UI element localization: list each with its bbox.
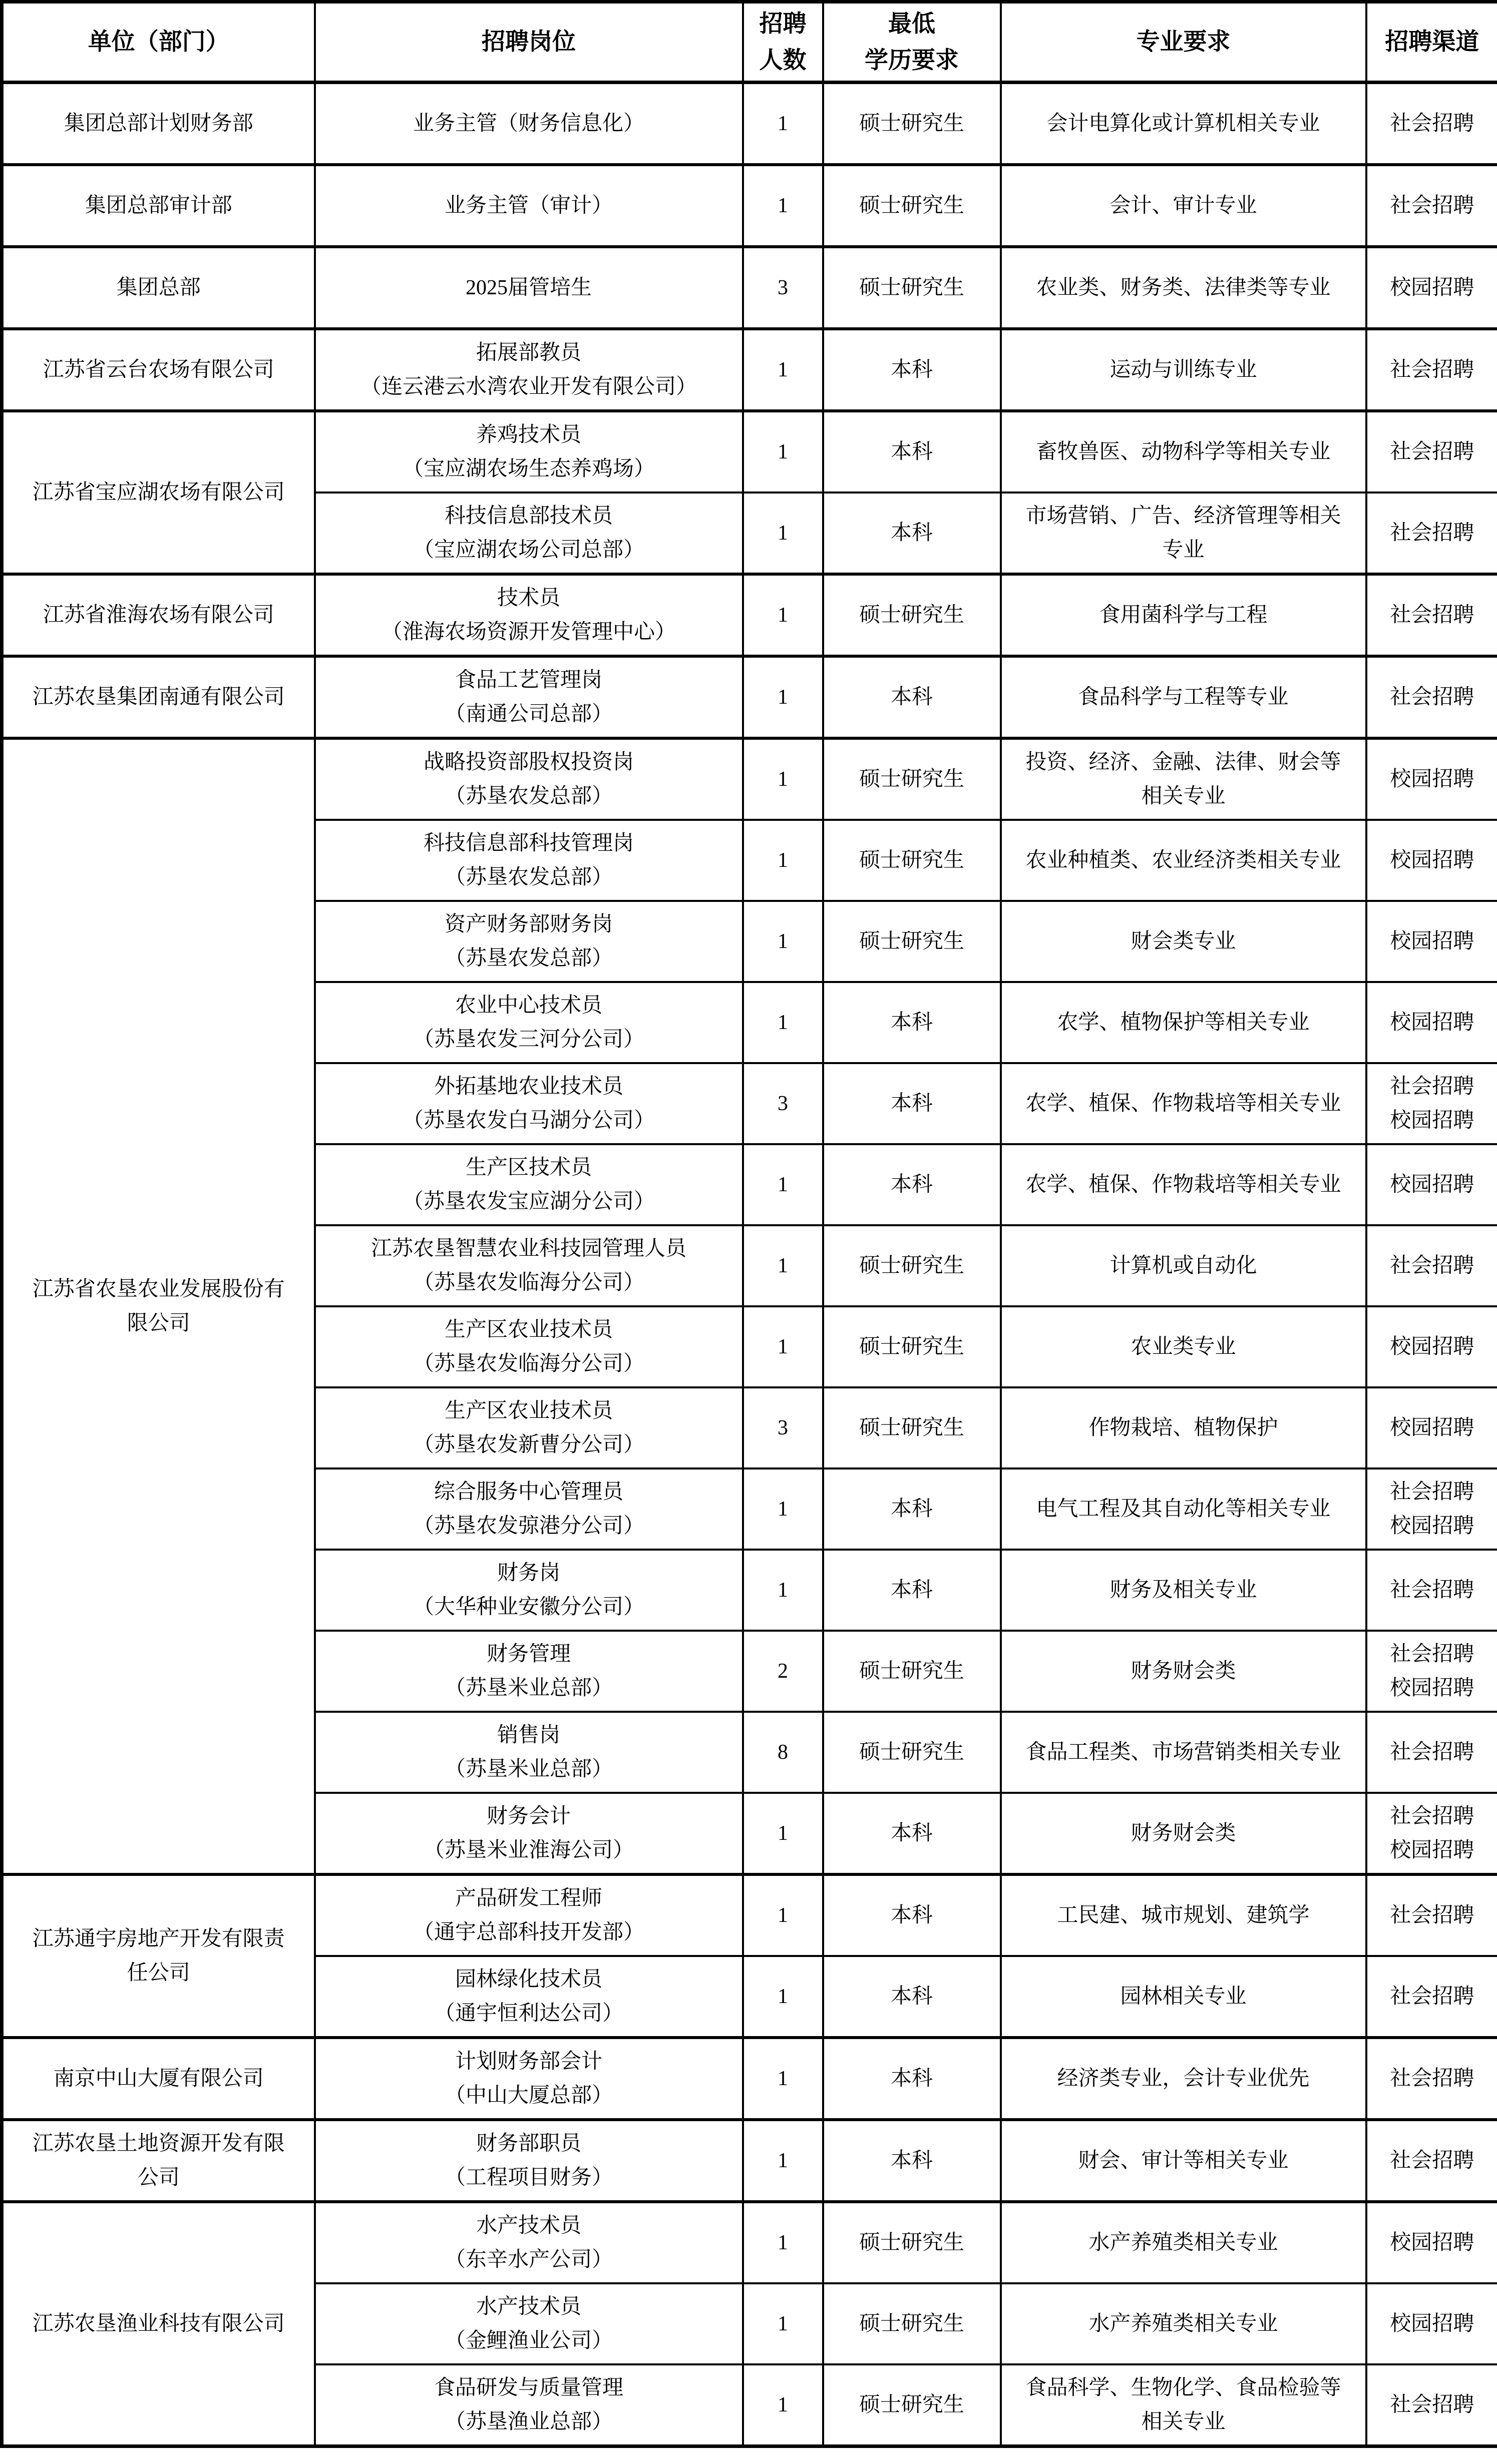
position-cell: 生产区农业技术员 （苏垦农发临海分公司） <box>315 1306 743 1387</box>
education-cell: 本科 <box>823 2038 1001 2120</box>
major-cell: 运动与训练专业 <box>1001 329 1366 411</box>
education-cell: 硕士研究生 <box>823 2283 1001 2364</box>
major-cell: 食品科学与工程等专业 <box>1001 656 1366 738</box>
channel-cell: 校园招聘 <box>1366 1387 1497 1468</box>
channel-cell: 社会招聘 校园招聘 <box>1366 1793 1497 1874</box>
header-major: 专业要求 <box>1001 2 1366 83</box>
major-cell: 食品科学、生物化学、食品检验等相关专业 <box>1001 2364 1366 2446</box>
education-cell: 硕士研究生 <box>823 1387 1001 1468</box>
recruit-count-cell: 1 <box>743 656 823 738</box>
position-cell: 财务部职员 （工程项目财务） <box>315 2120 743 2202</box>
position-cell: 业务主管（审计） <box>315 165 743 247</box>
header-unit: 单位（部门） <box>2 2 315 83</box>
recruit-count-cell: 1 <box>743 165 823 247</box>
position-cell: 食品工艺管理岗 （南通公司总部） <box>315 656 743 738</box>
position-cell: 计划财务部会计 （中山大厦总部） <box>315 2038 743 2120</box>
education-cell: 硕士研究生 <box>823 165 1001 247</box>
position-cell: 财务岗 （大华种业安徽分公司） <box>315 1550 743 1631</box>
channel-cell: 社会招聘 <box>1366 329 1497 411</box>
major-cell: 水产养殖类相关专业 <box>1001 2202 1366 2283</box>
education-cell: 硕士研究生 <box>823 901 1001 982</box>
education-cell: 硕士研究生 <box>823 1225 1001 1306</box>
position-cell: 食品研发与质量管理 （苏垦渔业总部） <box>315 2364 743 2446</box>
education-cell: 硕士研究生 <box>823 1306 1001 1387</box>
major-cell: 财会类专业 <box>1001 901 1366 982</box>
recruit-count-cell: 1 <box>743 1306 823 1387</box>
major-cell: 工民建、城市规划、建筑学 <box>1001 1874 1366 1956</box>
table-row <box>2 738 1497 820</box>
recruit-count-cell: 1 <box>743 2202 823 2283</box>
position-cell: 水产技术员 （金鲤渔业公司） <box>315 2283 743 2364</box>
table-row <box>2 2038 1497 2120</box>
table-row <box>2 2202 1497 2283</box>
channel-cell: 社会招聘 <box>1366 2364 1497 2446</box>
recruit-count-cell: 1 <box>743 982 823 1063</box>
education-cell: 硕士研究生 <box>823 1631 1001 1712</box>
major-cell: 财会、审计等相关专业 <box>1001 2120 1366 2202</box>
recruit-count-cell: 2 <box>743 1631 823 1712</box>
recruit-count-cell: 3 <box>743 1387 823 1468</box>
recruit-count-cell: 1 <box>743 2120 823 2202</box>
recruit-count-cell: 3 <box>743 1063 823 1144</box>
position-cell: 技术员 （淮海农场资源开发管理中心） <box>315 574 743 656</box>
recruit-count-cell: 1 <box>743 411 823 492</box>
recruit-count-cell: 1 <box>743 1874 823 1956</box>
education-cell: 本科 <box>823 982 1001 1063</box>
unit-cell: 集团总部计划财务部 <box>2 82 315 165</box>
recruit-count-cell: 1 <box>743 738 823 820</box>
table-row <box>2 2120 1497 2202</box>
header-row <box>2 2 1497 83</box>
unit-cell: 集团总部 <box>2 247 315 329</box>
major-cell: 财务财会类 <box>1001 1631 1366 1712</box>
major-cell: 农业类专业 <box>1001 1306 1366 1387</box>
channel-cell: 社会招聘 <box>1366 82 1497 165</box>
unit-cell: 南京中山大厦有限公司 <box>2 2038 315 2120</box>
recruit-count-cell: 1 <box>743 820 823 901</box>
header-position: 招聘岗位 <box>315 2 743 83</box>
unit-cell: 江苏省云台农场有限公司 <box>2 329 315 411</box>
header-education: 最低 学历要求 <box>823 2 1001 83</box>
position-cell: 生产区农业技术员 （苏垦农发新曹分公司） <box>315 1387 743 1468</box>
unit-cell: 集团总部审计部 <box>2 165 315 247</box>
education-cell: 本科 <box>823 1874 1001 1956</box>
recruit-count-cell: 1 <box>743 1144 823 1225</box>
education-cell: 硕士研究生 <box>823 2364 1001 2446</box>
recruit-count-cell: 1 <box>743 1225 823 1306</box>
unit-cell: 江苏通宇房地产开发有限责任公司 <box>2 1874 315 2038</box>
education-cell: 硕士研究生 <box>823 247 1001 329</box>
unit-cell: 江苏农垦渔业科技有限公司 <box>2 2202 315 2446</box>
channel-cell: 社会招聘 <box>1366 1550 1497 1631</box>
position-cell: 江苏农垦智慧农业科技园管理人员 （苏垦农发临海分公司） <box>315 1225 743 1306</box>
channel-cell: 社会招聘 校园招聘 <box>1366 1631 1497 1712</box>
major-cell: 农学、植物保护等相关专业 <box>1001 982 1366 1063</box>
channel-cell: 社会招聘 <box>1366 2120 1497 2202</box>
channel-cell: 社会招聘 <box>1366 2038 1497 2120</box>
major-cell: 食品工程类、市场营销类相关专业 <box>1001 1712 1366 1793</box>
recruit-count-cell: 3 <box>743 247 823 329</box>
channel-cell: 社会招聘 <box>1366 1956 1497 2038</box>
table-row <box>2 165 1497 247</box>
recruit-count-cell: 1 <box>743 492 823 574</box>
channel-cell: 社会招聘 校园招聘 <box>1366 1063 1497 1144</box>
recruit-count-cell: 1 <box>743 1793 823 1874</box>
major-cell: 园林相关专业 <box>1001 1956 1366 2038</box>
recruit-count-cell: 1 <box>743 1550 823 1631</box>
unit-cell: 江苏省淮海农场有限公司 <box>2 574 315 656</box>
channel-cell: 社会招聘 <box>1366 492 1497 574</box>
education-cell: 本科 <box>823 329 1001 411</box>
education-cell: 本科 <box>823 1956 1001 2038</box>
channel-cell: 社会招聘 <box>1366 165 1497 247</box>
major-cell: 农业种植类、农业经济类相关专业 <box>1001 820 1366 901</box>
position-cell: 园林绿化技术员 （通宇恒利达公司） <box>315 1956 743 2038</box>
channel-cell: 社会招聘 校园招聘 <box>1366 1468 1497 1550</box>
position-cell: 资产财务部财务岗 （苏垦农发总部） <box>315 901 743 982</box>
channel-cell: 校园招聘 <box>1366 247 1497 329</box>
major-cell: 会计、审计专业 <box>1001 165 1366 247</box>
recruit-count-cell: 1 <box>743 2038 823 2120</box>
position-cell: 销售岗 （苏垦米业总部） <box>315 1712 743 1793</box>
channel-cell: 校园招聘 <box>1366 820 1497 901</box>
position-cell: 外拓基地农业技术员 （苏垦农发白马湖分公司） <box>315 1063 743 1144</box>
channel-cell: 社会招聘 <box>1366 1712 1497 1793</box>
position-cell: 农业中心技术员 （苏垦农发三河分公司） <box>315 982 743 1063</box>
recruit-count-cell: 1 <box>743 82 823 165</box>
major-cell: 畜牧兽医、动物科学等相关专业 <box>1001 411 1366 492</box>
major-cell: 食用菌科学与工程 <box>1001 574 1366 656</box>
channel-cell: 社会招聘 <box>1366 574 1497 656</box>
channel-cell: 社会招聘 <box>1366 411 1497 492</box>
education-cell: 本科 <box>823 1468 1001 1550</box>
channel-cell: 校园招聘 <box>1366 2202 1497 2283</box>
channel-cell: 校园招聘 <box>1366 2283 1497 2364</box>
major-cell: 会计电算化或计算机相关专业 <box>1001 82 1366 165</box>
position-cell: 综合服务中心管理员 （苏垦农发弶港分公司） <box>315 1468 743 1550</box>
table-row <box>2 411 1497 492</box>
header-channel: 招聘渠道 <box>1366 2 1497 83</box>
position-cell: 财务会计 （苏垦米业淮海公司） <box>315 1793 743 1874</box>
channel-cell: 校园招聘 <box>1366 982 1497 1063</box>
major-cell: 农业类、财务类、法律类等专业 <box>1001 247 1366 329</box>
education-cell: 硕士研究生 <box>823 1712 1001 1793</box>
major-cell: 农学、植保、作物栽培等相关专业 <box>1001 1144 1366 1225</box>
education-cell: 本科 <box>823 411 1001 492</box>
major-cell: 财务财会类 <box>1001 1793 1366 1874</box>
position-cell: 生产区技术员 （苏垦农发宝应湖分公司） <box>315 1144 743 1225</box>
position-cell: 财务管理 （苏垦米业总部） <box>315 1631 743 1712</box>
education-cell: 硕士研究生 <box>823 820 1001 901</box>
table-row <box>2 1874 1497 1956</box>
recruit-count-cell: 1 <box>743 574 823 656</box>
education-cell: 本科 <box>823 1550 1001 1631</box>
recruit-count-cell: 1 <box>743 329 823 411</box>
table-row <box>2 656 1497 738</box>
unit-cell: 江苏农垦集团南通有限公司 <box>2 656 315 738</box>
major-cell: 投资、经济、金融、法律、财会等相关专业 <box>1001 738 1366 820</box>
recruit-count-cell: 1 <box>743 901 823 982</box>
position-cell: 养鸡技术员 （宝应湖农场生态养鸡场） <box>315 411 743 492</box>
major-cell: 财务及相关专业 <box>1001 1550 1366 1631</box>
position-cell: 科技信息部技术员 （宝应湖农场公司总部） <box>315 492 743 574</box>
education-cell: 本科 <box>823 492 1001 574</box>
major-cell: 作物栽培、植物保护 <box>1001 1387 1366 1468</box>
table-row <box>2 82 1497 165</box>
major-cell: 电气工程及其自动化等相关专业 <box>1001 1468 1366 1550</box>
education-cell: 本科 <box>823 1793 1001 1874</box>
major-cell: 农学、植保、作物栽培等相关专业 <box>1001 1063 1366 1144</box>
major-cell: 水产养殖类相关专业 <box>1001 2283 1366 2364</box>
position-cell: 科技信息部科技管理岗 （苏垦农发总部） <box>315 820 743 901</box>
channel-cell: 社会招聘 <box>1366 1874 1497 1956</box>
education-cell: 本科 <box>823 1063 1001 1144</box>
channel-cell: 社会招聘 <box>1366 1225 1497 1306</box>
position-cell: 拓展部教员 （连云港云水湾农业开发有限公司） <box>315 329 743 411</box>
unit-cell: 江苏农垦土地资源开发有限公司 <box>2 2120 315 2202</box>
recruit-count-cell: 1 <box>743 2283 823 2364</box>
position-cell: 2025届管培生 <box>315 247 743 329</box>
channel-cell: 校园招聘 <box>1366 738 1497 820</box>
table-row <box>2 329 1497 411</box>
position-cell: 战略投资部股权投资岗 （苏垦农发总部） <box>315 738 743 820</box>
major-cell: 计算机或自动化 <box>1001 1225 1366 1306</box>
position-cell: 业务主管（财务信息化） <box>315 82 743 165</box>
channel-cell: 校园招聘 <box>1366 901 1497 982</box>
table-row <box>2 574 1497 656</box>
education-cell: 本科 <box>823 2120 1001 2202</box>
education-cell: 本科 <box>823 656 1001 738</box>
recruit-count-cell: 1 <box>743 1468 823 1550</box>
education-cell: 硕士研究生 <box>823 738 1001 820</box>
channel-cell: 校园招聘 <box>1366 1144 1497 1225</box>
major-cell: 市场营销、广告、经济管理等相关专业 <box>1001 492 1366 574</box>
channel-cell: 校园招聘 <box>1366 1306 1497 1387</box>
major-cell: 经济类专业，会计专业优先 <box>1001 2038 1366 2120</box>
education-cell: 硕士研究生 <box>823 574 1001 656</box>
education-cell: 硕士研究生 <box>823 82 1001 165</box>
position-cell: 水产技术员 （东辛水产公司） <box>315 2202 743 2283</box>
education-cell: 本科 <box>823 1144 1001 1225</box>
recruit-count-cell: 8 <box>743 1712 823 1793</box>
unit-cell: 江苏省农垦农业发展股份有限公司 <box>2 738 315 1874</box>
education-cell: 硕士研究生 <box>823 2202 1001 2283</box>
position-cell: 产品研发工程师 （通宇总部科技开发部） <box>315 1874 743 1956</box>
table-row <box>2 247 1497 329</box>
recruit-count-cell: 1 <box>743 2364 823 2446</box>
unit-cell: 江苏省宝应湖农场有限公司 <box>2 411 315 574</box>
recruit-count-cell: 1 <box>743 1956 823 2038</box>
channel-cell: 社会招聘 <box>1366 656 1497 738</box>
header-count: 招聘 人数 <box>743 2 823 83</box>
